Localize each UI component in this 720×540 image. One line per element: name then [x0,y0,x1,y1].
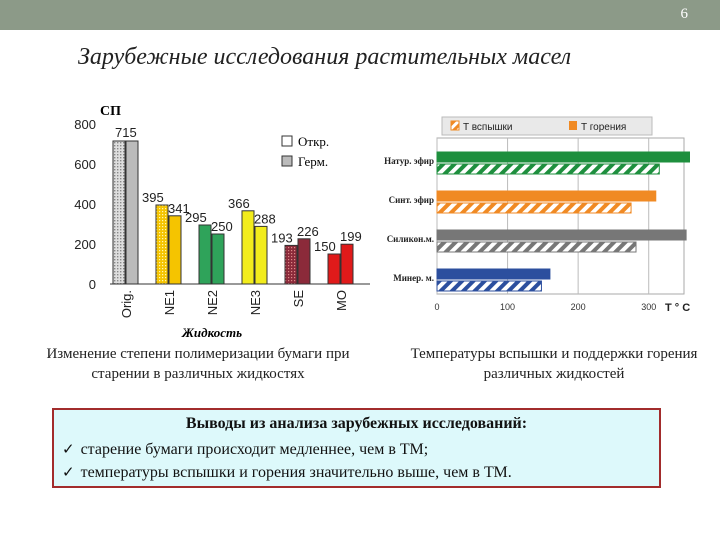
bar [156,205,168,284]
slide-title: Зарубежные исследования растительных масел [78,44,572,70]
data-label: 150 [314,239,336,254]
bar [328,254,340,284]
caption-right: Температуры вспышки и поддержки горения различных жидкостей [410,346,698,382]
conclusions-box [52,408,661,488]
caption-left: Изменение степени полимеризации бумаги при старении в различных жидкостях [46,346,350,382]
y-tick-label: 200 [74,237,96,252]
y-tick-label: Силикон.м. [386,234,434,244]
x-axis-title: Жидкость [181,325,243,340]
conclusion-text: температуры вспышки и горения значительно выше, чем в ТМ. [80,464,512,481]
conclusion-text: старение бумаги происходит медленнее, чем в ТМ; [80,441,429,458]
bar [437,152,690,162]
bar [437,230,686,240]
y-tick-label: 800 [74,117,96,132]
bar [341,244,353,284]
y-tick-label: 0 [88,277,96,292]
legend-label: T вспышки [463,122,513,133]
bar [437,281,541,291]
checkmark-icon: ✓ [62,465,75,481]
data-label: 288 [254,211,276,227]
bar [437,203,631,213]
data-label: 193 [271,230,293,246]
legend-swatch [282,136,292,146]
top-bar [0,0,720,30]
data-label: 226 [297,223,319,239]
bar [113,141,125,284]
x-tick-label: 0 [434,302,440,312]
y-tick-label: Минер. м. [393,273,434,283]
x-tick-label: MO [334,290,349,311]
legend-swatch [569,121,577,130]
data-label: 341 [168,200,190,216]
legend-label: Герм. [298,154,329,169]
bar [199,225,211,284]
conclusion-item [62,440,428,459]
x-tick-label: Orig. [119,290,134,319]
x-tick-label: NE3 [248,290,263,316]
flash-point-chart [372,108,690,330]
data-label: 295 [185,210,207,225]
x-tick-label: SE [291,290,306,308]
data-label: 199 [340,229,362,245]
checkmark-icon: ✓ [62,442,75,458]
y-tick-label: 400 [74,197,96,212]
bar [126,141,138,284]
bar [298,239,310,284]
bar [437,242,636,252]
bar [437,191,656,201]
polymerization-chart [60,100,370,342]
bar [437,164,659,174]
bar [255,226,267,284]
legend-label: Откр. [298,134,330,149]
legend-label: T горения [581,122,627,133]
x-tick-label: NE2 [205,290,220,316]
x-tick-label: 200 [570,302,586,312]
data-label: 366 [228,195,250,211]
bar [285,245,297,284]
x-tick-label: NE1 [162,290,177,316]
y-tick-label: Синт. эфир [388,195,434,205]
bar [212,234,224,284]
bar [437,269,550,279]
y-axis-title: СП [100,104,121,119]
x-axis-title: T ° C [665,302,690,314]
legend-swatch [282,156,292,166]
page-number: 6 [680,6,688,22]
legend-swatch [451,121,459,130]
y-tick-label: Натур. эфир [384,156,434,166]
bar [242,211,254,284]
conclusions-title: Выводы из анализа зарубежных исследований: [185,415,528,432]
data-label: 715 [115,125,137,140]
data-label: 250 [211,219,233,234]
conclusion-item [62,463,512,482]
bar [169,216,181,284]
y-tick-label: 600 [74,157,96,172]
data-label: 395 [142,190,164,205]
x-tick-label: 300 [641,302,657,312]
x-tick-label: 100 [500,302,516,312]
